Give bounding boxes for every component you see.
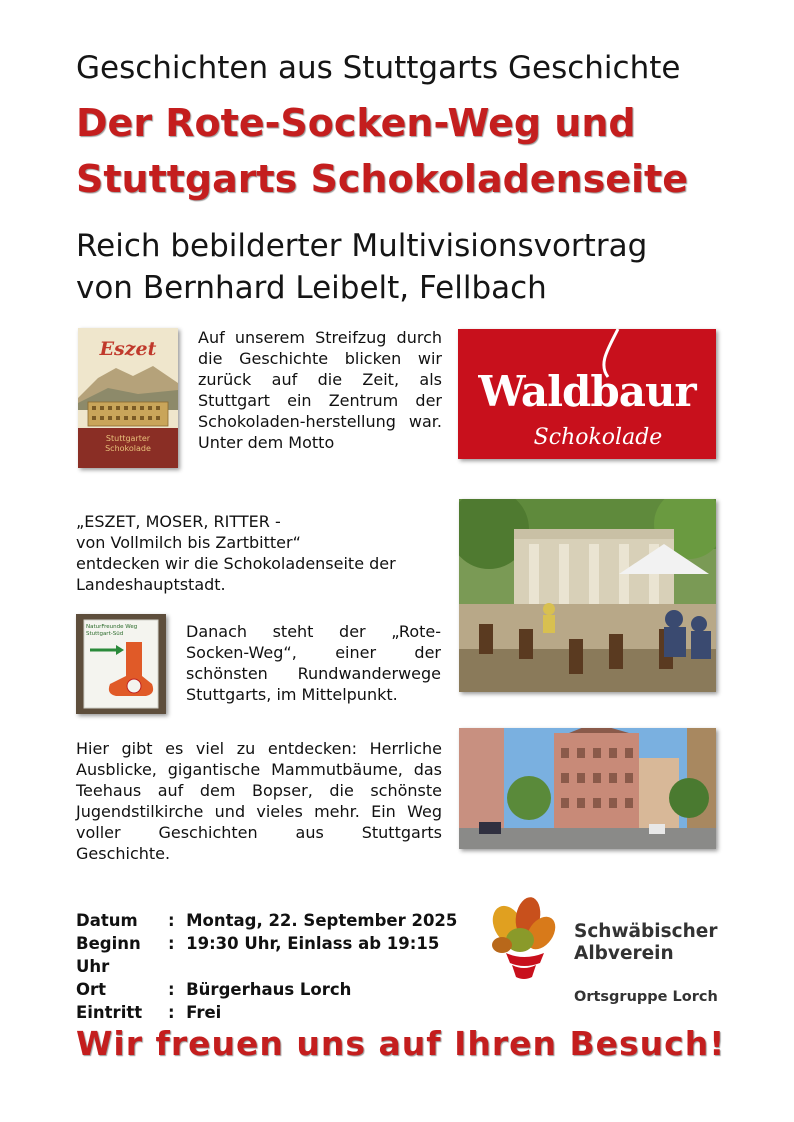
event-separator: : — [168, 934, 175, 953]
event-row-datum — [76, 909, 476, 932]
street-buildings-photo — [459, 728, 716, 849]
albverein-group: Ortsgruppe Lorch — [574, 989, 718, 1005]
eszet-brand-text: Eszet — [99, 338, 157, 360]
event-separator: : — [168, 980, 175, 999]
event-separator: : — [168, 1003, 175, 1022]
eszet-poster-image — [78, 328, 178, 468]
motto-line3: entdecken wir die Schokoladenseite der — [76, 554, 396, 573]
event-label-eintritt: Eintritt — [76, 1003, 143, 1022]
event-value-datum: Montag, 22. September 2025 — [186, 911, 458, 930]
albverein-org-line1: Schwäbischer — [574, 921, 718, 942]
event-row-ort — [76, 978, 476, 1001]
entdecken-paragraph: Hier gibt es viel zu entdecken: Herrliche Ausblicke, gigantische Mammutbäume, das Teehaus auf dem Bopser, die schönste Jugendstilkirche und vieles mehr. Ein Weg voller Geschichten aus Stuttgarts Geschichte. — [76, 739, 442, 863]
cafe-pavilion-photo — [459, 499, 716, 692]
albverein-logo — [486, 895, 726, 1010]
motto-block — [76, 511, 446, 595]
sign-text-line2: Stuttgart-Süd — [86, 631, 124, 637]
series-title: Geschichten aus Stuttgarts Geschichte — [76, 50, 681, 86]
intro-paragraph: Auf unserem Streifzug durch die Geschichte blicken wir zurück auf die Zeit, als Stuttgart ein Zentrum der Schokoladen-herstellung war. Unter dem Motto — [198, 328, 442, 452]
waldbaur-brand-text: Waldbaur — [478, 367, 696, 416]
albverein-org-line2: Albverein — [574, 943, 674, 964]
event-row-eintritt — [76, 1001, 476, 1024]
subtitle-line1: Reich bebilderter Multivisionsvortrag — [76, 228, 648, 264]
rote-socken-sign-image — [76, 614, 166, 714]
motto-line4: Landeshauptstadt. — [76, 575, 226, 594]
cafe-pavilion-graphic — [459, 499, 716, 692]
socken-paragraph: Danach steht der „Rote-Socken-Weg“, einer der schönsten Rundwanderwege Stuttgarts, im Mittelpunkt. — [186, 622, 441, 704]
street-buildings-graphic — [459, 728, 716, 849]
event-separator: : — [168, 911, 175, 930]
eszet-caption-line1: Stuttgarter — [105, 434, 151, 443]
event-label-datum: Datum — [76, 911, 138, 930]
event-value-ort: Bürgerhaus Lorch — [186, 980, 352, 999]
main-title-line2: Stuttgarts Schokoladenseite — [76, 157, 688, 201]
eszet-caption-line2: Schokolade — [105, 444, 151, 453]
motto-line1: „ESZET, MOSER, RITTER - — [76, 512, 281, 531]
waldbaur-sub-text: Schokolade — [533, 425, 663, 450]
main-title-line1: Der Rote-Socken-Weg und — [76, 101, 636, 145]
event-info — [76, 909, 476, 1024]
footer-invitation: Wir freuen uns auf Ihren Besuch! — [76, 1024, 726, 1063]
albverein-leaves-icon — [486, 895, 561, 985]
waldbaur-sign-image — [458, 329, 716, 459]
motto-line2: von Vollmilch bis Zartbitter“ — [76, 533, 301, 552]
event-label-ort: Ort — [76, 980, 107, 999]
event-row-beginn — [76, 932, 476, 978]
event-value-beginn: 19:30 Uhr, Einlass ab 19:15 Uhr — [76, 934, 440, 976]
sign-text-line1: NaturFreunde Weg — [86, 624, 138, 630]
event-label-beginn: Beginn — [76, 934, 141, 953]
event-value-eintritt: Frei — [186, 1003, 222, 1022]
subtitle-line2: von Bernhard Leibelt, Fellbach — [76, 270, 547, 306]
